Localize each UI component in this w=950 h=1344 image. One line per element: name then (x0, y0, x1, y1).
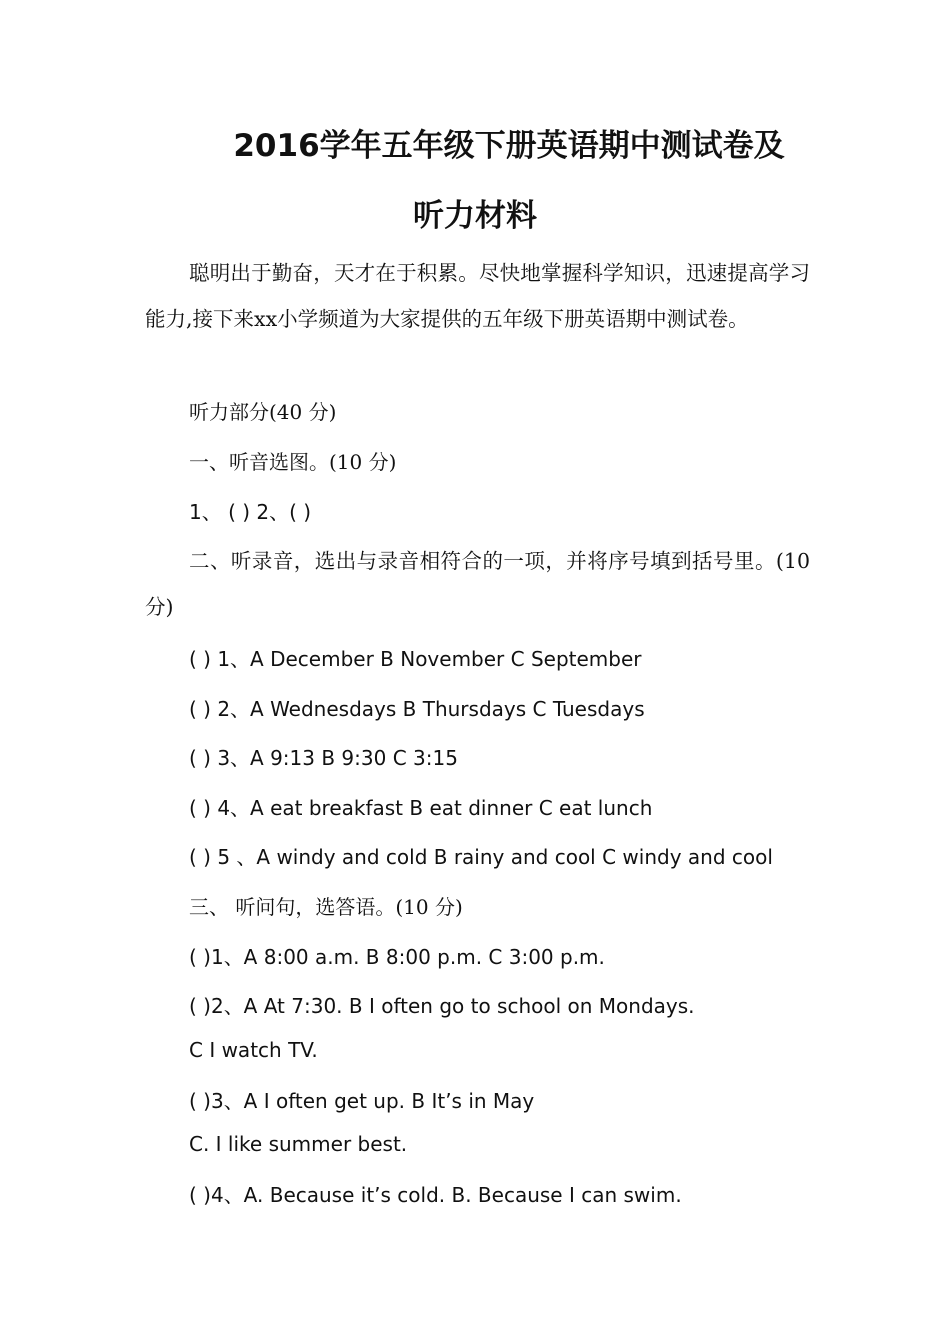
section2-header: 二、听录音，选出与录音相符合的一项，并将序号填到括号里。(10 分) (145, 549, 810, 619)
section3-line: ( )1、A 8:00 a.m. B 8:00 p.m. C 3:00 p.m. (189, 945, 605, 969)
section2-question: ( ) 3、A 9:13 B 9:30 C 3:15 (189, 746, 458, 770)
section3-line: ( )3、A I often get up. B It’s in May (189, 1089, 535, 1113)
section1-header: 一、听音选图。(10 分) (189, 450, 397, 474)
section2-question: ( ) 5 、A windy and cold B rainy and cool C windy and cool (189, 845, 773, 869)
section1-items: 1、 ( ) 2、( ) (189, 500, 312, 524)
section3-line: C I watch TV. (189, 1038, 318, 1062)
section3-line: C. I like summer best. (189, 1132, 408, 1156)
section2-question: ( ) 2、A Wednesdays B Thursdays C Tuesdays (189, 697, 645, 721)
section3-line: ( )2、A At 7:30. B I often go to school on Mondays. (189, 994, 695, 1018)
document-title-line-2: 听力材料 (413, 198, 537, 234)
intro-paragraph: 聪明出于勤奋，天才在于积累。尽快地掌握科学知识，迅速提高学习能力,接下来xx小学频道为大家提供的五年级下册英语期中测试卷。 (145, 261, 810, 331)
listening-section-header: 听力部分(40 分) (189, 400, 337, 424)
section3-line: ( )4、A. Because it’s cold. B. Because I can swim. (189, 1183, 682, 1207)
section2-question: ( ) 1、A December B November C September (189, 647, 642, 671)
section2-question: ( ) 4、A eat breakfast B eat dinner C eat lunch (189, 796, 653, 820)
document-title-line-1: 2016学年五年级下册英语期中测试卷及 (233, 128, 785, 164)
section3-header: 三、 听问句，选答语。(10 分) (189, 895, 463, 919)
